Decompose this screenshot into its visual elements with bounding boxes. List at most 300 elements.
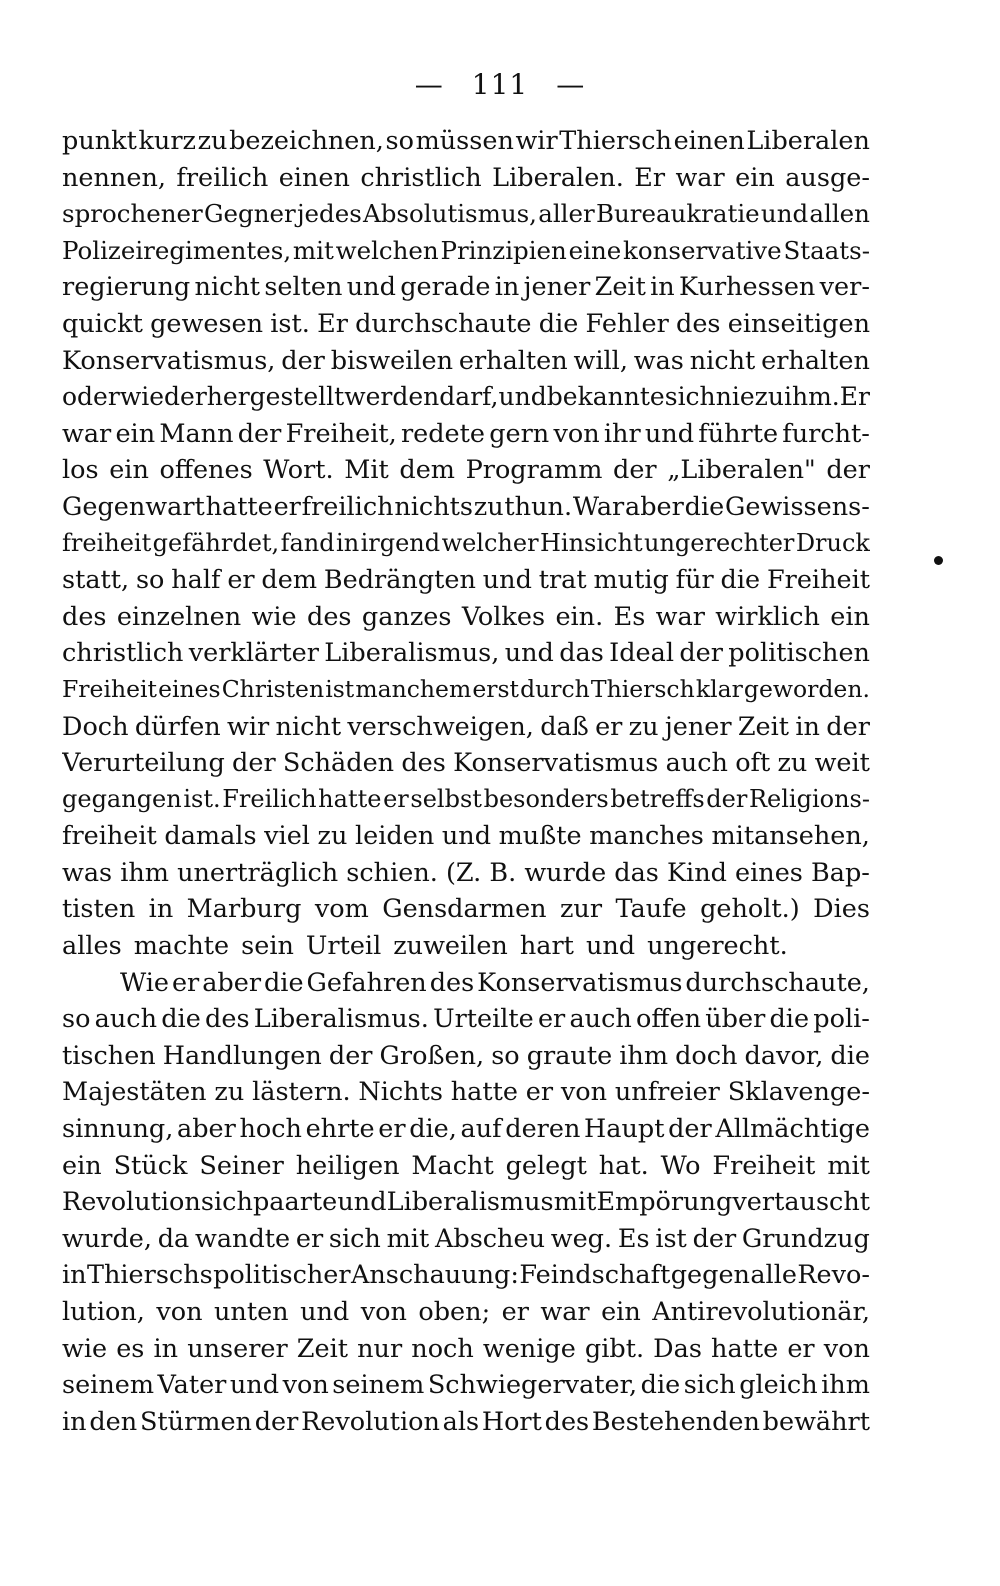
word: von — [156, 1297, 203, 1327]
word: Gegenwart — [62, 491, 205, 522]
word: nicht — [689, 345, 756, 376]
word: Haupt — [584, 1114, 665, 1145]
text-line — [62, 638, 870, 675]
text-line — [62, 821, 870, 858]
word: Polizeiregimentes, — [62, 235, 292, 265]
word: ein — [830, 601, 870, 632]
word: nicht — [194, 272, 261, 303]
text-line — [62, 1114, 870, 1151]
word: werden — [344, 382, 440, 412]
word: der — [826, 455, 870, 486]
word: hatte — [711, 1333, 779, 1364]
word: und — [760, 199, 809, 229]
word: jener — [523, 272, 591, 303]
word: auch — [94, 1004, 158, 1035]
word: zu — [197, 126, 228, 156]
word: Freiheit — [712, 1150, 816, 1181]
word: Hort — [481, 1406, 542, 1437]
text-line — [62, 931, 870, 968]
word: Prinzipien — [440, 235, 567, 265]
word: lution, — [62, 1297, 145, 1327]
word: hatte — [205, 491, 273, 522]
page-header — [0, 68, 1000, 101]
text-line — [62, 346, 870, 383]
word: Christen — [221, 674, 325, 703]
word: poli- — [813, 1004, 870, 1035]
word: los — [62, 455, 99, 486]
word: mit — [827, 1150, 870, 1181]
word: und — [229, 1370, 280, 1401]
word: Stück — [113, 1150, 188, 1181]
word: ungerechter — [644, 528, 795, 557]
word: durchschaute, — [685, 967, 870, 998]
word: sich — [200, 1187, 253, 1218]
text-line — [62, 675, 870, 712]
word: alle — [750, 1260, 797, 1291]
word: „Liberalen" — [667, 455, 816, 486]
word: mitansehen, — [711, 821, 870, 852]
word: mit — [553, 1187, 597, 1218]
word: bezeichnen, — [229, 126, 384, 156]
word: gefährdet, — [152, 528, 280, 557]
word: Konservatismus — [453, 748, 659, 779]
word: Schäden — [282, 748, 395, 779]
word: Zeit — [296, 1333, 349, 1364]
word: aller — [538, 199, 595, 229]
word: müssen — [415, 126, 514, 156]
word: Er — [634, 162, 666, 193]
word: nennen, — [62, 162, 166, 193]
word: christlich — [360, 162, 482, 193]
word: dem — [261, 565, 318, 596]
word: und — [346, 272, 396, 303]
word: und — [585, 931, 636, 962]
word: Urteil — [305, 931, 382, 962]
word: Liberalismus. — [253, 1004, 429, 1035]
word: ist. — [270, 308, 310, 339]
word: Feindschaft — [519, 1260, 671, 1291]
word: welchen — [335, 235, 439, 265]
text-line — [62, 1041, 870, 1078]
word: ein — [735, 162, 775, 193]
word: Freiheit — [766, 565, 870, 596]
word: ehrte — [305, 1114, 375, 1145]
word: des — [307, 601, 352, 632]
text-line — [62, 1224, 870, 1261]
text-line — [62, 968, 870, 1005]
word: Vater — [157, 1370, 227, 1401]
word: die — [640, 1370, 681, 1401]
word: Handlungen — [162, 1040, 322, 1071]
word: sich — [328, 1223, 381, 1254]
text-line — [62, 1187, 870, 1224]
page-number: 111 — [471, 68, 529, 101]
word: und — [504, 638, 554, 669]
word: einen — [673, 126, 745, 156]
word: mußte — [498, 821, 582, 852]
word: vertauscht — [732, 1187, 870, 1218]
word: jener — [664, 711, 732, 742]
word: mit — [292, 235, 334, 265]
text-line — [62, 1407, 870, 1444]
word: die — [769, 1004, 810, 1035]
word: der — [706, 784, 748, 813]
word: ist. — [183, 784, 221, 813]
word: sprochener — [62, 199, 203, 229]
word: B. — [489, 857, 517, 888]
text-line — [62, 126, 870, 163]
text-line — [62, 1334, 870, 1371]
word: und — [300, 1297, 350, 1327]
word: Programm — [465, 455, 603, 486]
word: hart — [519, 931, 574, 962]
text-line — [62, 492, 870, 529]
word: wie — [251, 601, 297, 632]
word: der — [613, 455, 657, 486]
word: Er — [839, 382, 870, 412]
word: ein — [115, 418, 156, 449]
word: Anschauung: — [350, 1260, 519, 1291]
word: Thiersch — [559, 126, 672, 156]
body-text — [62, 126, 870, 1443]
text-line — [62, 419, 870, 456]
word: ihm — [821, 1370, 870, 1401]
word: der — [328, 1040, 373, 1071]
word: Antirevolutionär, — [652, 1297, 870, 1327]
word: der — [254, 1406, 299, 1437]
word: es — [116, 1333, 145, 1364]
word: graute — [526, 1040, 613, 1071]
text-line — [62, 748, 870, 785]
word: und — [498, 382, 547, 412]
word: wir — [227, 711, 270, 742]
word: und — [482, 565, 532, 596]
word: konservative — [623, 235, 782, 265]
word: in — [62, 1260, 87, 1291]
word: bewährt — [762, 1406, 870, 1437]
word: punkt — [62, 126, 137, 156]
word: paarte — [252, 1187, 338, 1218]
word: Er — [317, 308, 348, 339]
word: des — [429, 967, 475, 998]
word: Das — [653, 1333, 702, 1364]
word: bekannte — [546, 382, 665, 412]
word: deren — [505, 1114, 581, 1145]
word: machte — [133, 931, 230, 962]
word: ist — [655, 1223, 687, 1254]
word: darf, — [439, 382, 499, 412]
word: geholt.) — [700, 894, 800, 925]
word: tisten — [62, 894, 136, 925]
word: in — [795, 711, 820, 742]
word: so — [491, 1040, 520, 1071]
word: er — [273, 491, 301, 522]
word: er — [227, 565, 255, 596]
word: unten — [214, 1297, 289, 1327]
word: Zeit — [737, 711, 790, 742]
word: zu — [214, 1077, 245, 1108]
word: nie — [715, 382, 755, 412]
word: des — [205, 1004, 250, 1035]
word: trat — [538, 565, 587, 596]
word: Revolution — [301, 1406, 440, 1437]
word: ein. — [555, 601, 604, 632]
word: der — [232, 748, 276, 779]
word: gern — [489, 418, 550, 449]
word: die — [263, 967, 304, 998]
text-line — [62, 163, 870, 200]
word: erst — [472, 674, 519, 703]
word: weg. — [550, 1223, 613, 1254]
word: Zeit — [594, 272, 646, 303]
word: oben; — [418, 1297, 491, 1327]
word: Marburg — [186, 894, 302, 925]
word: so — [135, 565, 165, 596]
word: auch — [665, 748, 728, 779]
word: damals — [164, 821, 257, 852]
word: wir — [515, 126, 558, 156]
word: sich — [683, 1370, 736, 1401]
word: freiheit — [62, 528, 152, 557]
word: die — [161, 1004, 201, 1035]
header-dash-left: — — [414, 68, 444, 101]
word: wandte — [195, 1223, 291, 1254]
text-line — [62, 1297, 870, 1334]
word: über — [705, 1004, 766, 1035]
word: dem — [399, 455, 455, 486]
word: er — [525, 1077, 554, 1108]
word: Dies — [813, 894, 870, 925]
word: zu — [754, 382, 784, 412]
word: was — [633, 345, 684, 376]
text-line — [62, 272, 870, 309]
word: Wie — [120, 967, 170, 998]
word: Gewissens- — [725, 491, 870, 522]
word: Freiheit — [62, 674, 157, 703]
word: von — [560, 1077, 608, 1108]
word: kurz — [138, 126, 196, 156]
word: die — [538, 308, 579, 339]
word: ihm. — [784, 382, 840, 412]
word: von — [553, 418, 600, 449]
word: ist — [325, 674, 355, 703]
word: Revolution — [62, 1187, 201, 1218]
word: war — [675, 162, 725, 193]
word: redete — [400, 418, 485, 449]
word: Grundzug — [741, 1223, 870, 1254]
word: ihr — [603, 418, 641, 449]
word: hatte — [450, 1077, 518, 1108]
word: einzelnen — [116, 601, 242, 632]
word: davor, — [744, 1040, 824, 1071]
word: da — [157, 1223, 190, 1254]
word: in — [148, 894, 174, 925]
word: Wort. — [263, 455, 334, 486]
word: Liberalismus, — [324, 638, 500, 669]
word: sinnung, — [62, 1114, 174, 1145]
word: Wo — [660, 1150, 701, 1181]
word: Stürmen — [139, 1406, 252, 1437]
word: und — [441, 821, 492, 852]
word: einseitigen — [727, 308, 870, 339]
word: der — [692, 1223, 737, 1254]
word: Empörung — [596, 1187, 733, 1218]
word: aber — [202, 967, 262, 998]
word: welcher — [441, 528, 539, 557]
word: vom — [314, 894, 369, 925]
word: für — [675, 565, 714, 596]
word: durchschaute — [355, 308, 532, 339]
word: leiden — [355, 821, 435, 852]
word: Konservatismus, — [62, 345, 276, 376]
word: das — [614, 857, 659, 888]
word: in — [494, 272, 520, 303]
word: Mit — [344, 455, 389, 486]
word: so — [62, 1004, 91, 1035]
word: selbst — [410, 784, 482, 813]
word: Freilich — [222, 784, 317, 813]
word: Nichts — [358, 1077, 443, 1108]
word: wie — [62, 1333, 108, 1364]
word: viel — [264, 821, 310, 852]
word: in — [336, 528, 360, 557]
word: daß — [540, 711, 589, 742]
word: Verurteilung — [62, 748, 225, 779]
word: half — [171, 565, 221, 596]
word: durch — [520, 674, 590, 703]
word: Ideal — [609, 638, 675, 669]
word: er — [383, 784, 409, 813]
word: des — [62, 601, 107, 632]
word: der — [281, 345, 325, 376]
word: Bestehenden — [591, 1406, 760, 1437]
word: Bureaukratie — [595, 199, 760, 229]
word: gelegt — [505, 1150, 587, 1181]
word: klar — [695, 674, 743, 703]
word: quickt — [62, 308, 143, 339]
word: eines — [735, 857, 803, 888]
word: Revo- — [797, 1260, 870, 1291]
word: Volkes — [461, 601, 546, 632]
word: Großen, — [379, 1040, 485, 1071]
word: Staats- — [783, 235, 870, 265]
word: geworden. — [743, 674, 870, 703]
header-dash-right: — — [556, 68, 586, 101]
word: hatte — [318, 784, 382, 813]
word: verklärter — [188, 638, 319, 669]
text-line — [62, 858, 870, 895]
word: er — [378, 1114, 406, 1145]
text-line — [62, 1370, 870, 1407]
word: Urteilte — [433, 1004, 534, 1035]
word: er — [171, 967, 200, 998]
word: manches — [589, 821, 704, 852]
word: nichts — [394, 491, 473, 522]
word: weit — [814, 748, 870, 779]
word: bisweilen — [330, 345, 454, 376]
word: regierung — [62, 272, 191, 303]
word: fand — [280, 528, 335, 557]
word: freilich — [301, 491, 394, 522]
word: von — [823, 1333, 870, 1364]
word: einen — [278, 162, 350, 193]
word: gibt. — [584, 1333, 645, 1364]
word: politischen — [728, 638, 870, 669]
word: sein — [241, 931, 294, 962]
word: unfreier — [614, 1077, 720, 1108]
word: mit — [386, 1223, 430, 1254]
word: war — [540, 1297, 590, 1327]
text-line — [62, 1260, 870, 1297]
word: wurde — [524, 857, 607, 888]
word: gegangen — [62, 784, 182, 813]
word: statt, — [62, 565, 130, 596]
word: zu — [777, 748, 808, 779]
word: die — [684, 491, 725, 522]
word: als — [442, 1406, 480, 1437]
word: ein — [601, 1297, 641, 1327]
text-line — [62, 712, 870, 749]
word: Fehler — [585, 308, 669, 339]
word: zur — [560, 894, 603, 925]
word: ausge- — [785, 162, 870, 193]
word: Gefahren — [306, 967, 427, 998]
word: der — [679, 638, 723, 669]
word: zu — [317, 821, 348, 852]
word: sich — [664, 382, 716, 412]
word: christlich — [62, 638, 184, 669]
word: Es — [617, 1223, 650, 1254]
word: Liberalismus — [386, 1187, 554, 1218]
text-line — [62, 382, 870, 419]
word: Allmächtige — [715, 1114, 870, 1145]
word: die — [830, 1040, 870, 1071]
word: allen — [809, 199, 870, 229]
word: Bap- — [811, 857, 870, 888]
text-line — [62, 894, 870, 931]
word: politischer — [213, 1260, 351, 1291]
word: offen — [636, 1004, 702, 1035]
word: jedes — [296, 199, 362, 229]
text-line — [62, 199, 870, 236]
text-line — [62, 309, 870, 346]
word: will, — [573, 345, 628, 376]
word: wurde, — [62, 1223, 152, 1254]
word: Mann — [159, 418, 234, 449]
word: hat. — [598, 1150, 649, 1181]
word: führte — [698, 418, 779, 449]
word: heiligen — [295, 1150, 400, 1181]
word: von — [360, 1297, 407, 1327]
word: eine — [568, 235, 622, 265]
word: die, — [409, 1114, 457, 1145]
word: War — [572, 491, 625, 522]
text-line — [62, 455, 870, 492]
margin-dot-mark — [934, 556, 943, 565]
word: erhalten — [761, 345, 870, 376]
word: (Z. — [445, 857, 482, 888]
word: in — [650, 272, 675, 303]
word: mutig — [593, 565, 669, 596]
word: oder — [62, 382, 120, 412]
word: Sklavenge- — [727, 1077, 870, 1108]
text-line — [62, 1004, 870, 1041]
word: freilich — [176, 162, 269, 193]
word: Kurhessen — [679, 272, 816, 303]
word: was — [62, 857, 113, 888]
word: seinem — [332, 1370, 425, 1401]
word: selten — [264, 272, 343, 303]
